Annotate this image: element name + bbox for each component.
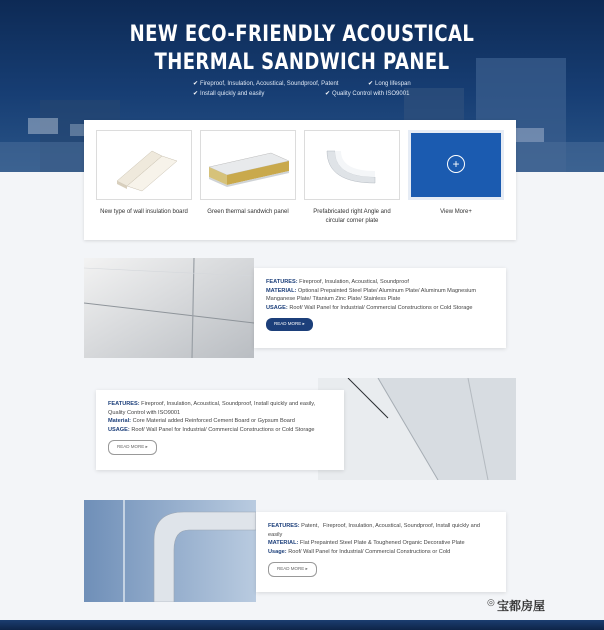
building-facade-photo bbox=[318, 378, 516, 480]
section3-text: FEATURES: Patent，Fireproof, Insulation, Acoustical, Soundproof, Install quickly and easily MATERIAL: Flat Prepainted Steel Plate & Toughened Organic Decorative Plate Usage: Roof/ Wall Panel for Industrial/ Commercial Constructions or Cold READ MORE ▸ bbox=[256, 512, 506, 592]
read-more-button[interactable]: READ MORE ▸ bbox=[268, 562, 317, 577]
product-caption[interactable]: Prefabricated right Angle and circular corner plate bbox=[313, 209, 391, 224]
check-icon: ✔ bbox=[193, 81, 199, 87]
watermark: 宝都房屋 bbox=[497, 599, 546, 613]
product-cards bbox=[84, 120, 516, 240]
hero-lounger bbox=[28, 118, 58, 134]
section2-text: FEATURES: Fireproof, Insulation, Acoustical, Soundproof, Install quickly and easily, Quality Control with ISO9001 Material: Core Material added Reinforced Cement Board or Gypsum Board USAGE: Roof/ Wall Panel for Industrial/ Commercial Constructions or Cold Storage READ MORE ▸ bbox=[96, 390, 344, 470]
product-card-sandwich-panel[interactable] bbox=[200, 130, 296, 217]
corner-plate-image bbox=[305, 131, 399, 199]
view-more-tile[interactable] bbox=[408, 130, 504, 200]
sandwich-panel-image bbox=[201, 131, 295, 199]
wechat-icon: ◎ bbox=[487, 597, 495, 607]
section1-image bbox=[84, 258, 254, 358]
hero-feature: ✔ Fireproof, Insulation, Acoustical, Soundproof, Patent bbox=[193, 81, 339, 87]
section1-text: FEATURES: Fireproof, Insulation, Acoustical, Soundproof MATERIAL: Optional Prepainted Steel Plate/ Aluminum Plate/ Aluminum Magnesium Manganese Plate/ Titanium Zinc Plate/ Stainless Plate USAGE: Roof/ Wall Panel for Industrial/ Commercial Constructions or Cold Storage READ MORE ▸ bbox=[254, 268, 506, 348]
hero-lounger bbox=[516, 128, 544, 142]
check-icon: ✔ bbox=[325, 91, 331, 97]
section2-image bbox=[318, 378, 516, 480]
product-caption[interactable]: Green thermal sandwich panel bbox=[207, 209, 289, 215]
section3-image bbox=[84, 500, 256, 602]
product-caption[interactable]: New type of wall insulation board bbox=[100, 209, 188, 215]
product-image[interactable] bbox=[96, 130, 192, 200]
view-more-card[interactable] bbox=[408, 130, 504, 217]
curved-facade-photo bbox=[84, 500, 256, 602]
hero-feature: ✔ Long lifespan bbox=[368, 81, 411, 87]
product-image[interactable] bbox=[200, 130, 296, 200]
hero-title-line1: NEW ECO-FRIENDLY ACOUSTICAL bbox=[129, 22, 475, 47]
read-more-button[interactable]: READ MORE ▸ bbox=[266, 318, 313, 331]
product-card-wall-board[interactable] bbox=[96, 130, 192, 217]
read-more-button[interactable]: READ MORE ▸ bbox=[108, 440, 157, 455]
product-card-corner-plate[interactable] bbox=[304, 130, 400, 226]
hero-title-line2: THERMAL SANDWICH PANEL bbox=[154, 50, 450, 75]
product-image[interactable] bbox=[304, 130, 400, 200]
plus-icon: + bbox=[447, 155, 465, 173]
view-more-link[interactable]: View More+ bbox=[440, 209, 472, 215]
hero-feature: ✔ Install quickly and easily bbox=[193, 91, 265, 97]
check-icon: ✔ bbox=[193, 91, 199, 97]
check-icon: ✔ bbox=[368, 81, 374, 87]
wall-panel-photo bbox=[84, 258, 254, 358]
hero-feature: ✔ Quality Control with ISO9001 bbox=[325, 91, 410, 97]
footer-strip bbox=[0, 620, 604, 630]
wall-board-image bbox=[97, 131, 191, 199]
